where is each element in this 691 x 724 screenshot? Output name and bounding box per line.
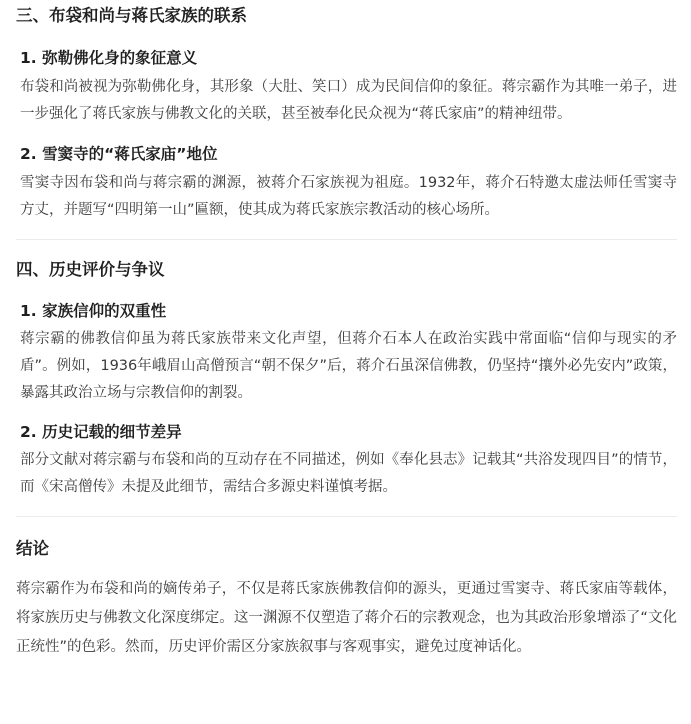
section-divider	[16, 516, 677, 517]
subsection-record-differences	[16, 421, 677, 501]
article-content	[0, 4, 691, 662]
paragraph: 蒋宗霸作为布袋和尚的嫡传弟子，不仅是蒋氏家族佛教信仰的源头，更通过雪窦寺、蒋氏家庙等载体，将家族历史与佛教文化深度绑定。这一渊源不仅塑造了蒋介石的宗教观念，也为其政治形象增添了“文化正统性”的色彩。然而，历史评价需区分家族叙事与客观事实，避免过度神话化。	[16, 581, 677, 655]
subsection-heading: 2. 历史记载的细节差异	[20, 423, 182, 441]
subsection-xuedou-temple	[16, 143, 677, 224]
section-heading: 结论	[16, 539, 49, 558]
section-conclusion	[16, 537, 677, 662]
section-historical-evaluation	[16, 258, 677, 501]
paragraph: 蒋宗霸的佛教信仰虽为蒋氏家族带来文化声望，但蒋介石本人在政治实践中常面临“信仰与现实的矛盾”。例如，1936年峨眉山高僧预言“朝不保夕”后，蒋介石虽深信佛教，仍坚持“攘外必先安内”政策，暴露其政治立场与宗教信仰的割裂。	[20, 331, 677, 401]
subsection-heading: 1. 弥勒佛化身的象征意义	[20, 49, 198, 67]
subsection-heading: 1. 家族信仰的双重性	[20, 302, 167, 320]
subsection-maitreya-symbolism	[16, 47, 677, 128]
section-heading: 四、历史评价与争议	[16, 260, 165, 279]
subsection-dual-faith	[16, 300, 677, 407]
paragraph: 部分文献对蒋宗霸与布袋和尚的互动存在不同描述，例如《奉化县志》记载其“共浴发现四目”的情节，而《宋高僧传》未提及此细节，需结合多源史料谨慎考据。	[20, 452, 677, 495]
section-buddhist-connection	[16, 4, 677, 224]
section-divider	[16, 239, 677, 240]
section-heading: 三、布袋和尚与蒋氏家族的联系	[16, 6, 247, 25]
paragraph: 雪窦寺因布袋和尚与蒋宗霸的渊源，被蒋介石家族视为祖庭。1932年，蒋介石特邀太虚法师任雪窦寺方丈，并题写“四明第一山”匾额，使其成为蒋氏家族宗教活动的核心场所。	[20, 175, 677, 218]
paragraph: 布袋和尚被视为弥勒佛化身，其形象（大肚、笑口）成为民间信仰的象征。蒋宗霸作为其唯一弟子，进一步强化了蒋氏家族与佛教文化的关联，甚至被奉化民众视为“蒋氏家庙”的精神纽带。	[20, 79, 677, 122]
subsection-heading: 2. 雪窦寺的“蒋氏家庙”地位	[20, 145, 218, 163]
